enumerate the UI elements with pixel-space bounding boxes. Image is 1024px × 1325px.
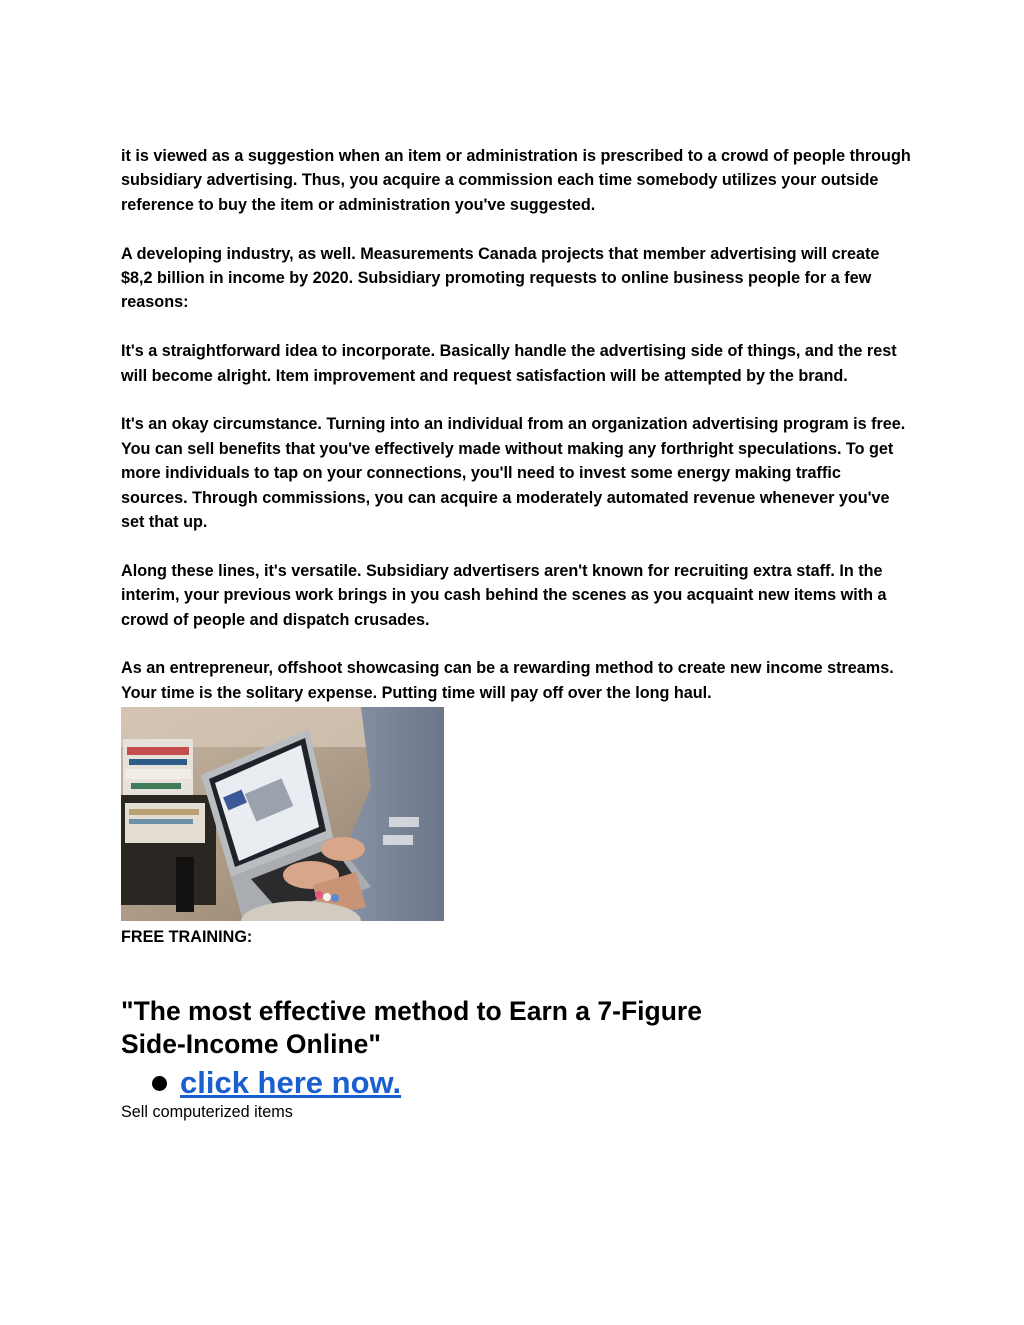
laptop-photo: [121, 707, 444, 921]
paragraph-entrepreneur: As an entrepreneur, offshoot showcasing can be a rewarding method to create new income streams. Your time is the solitary expense. Putting time will pay off over the long haul.: [121, 659, 894, 702]
click-here-link[interactable]: click here now.: [180, 1065, 402, 1101]
paragraph-versatile: Along these lines, it's versatile. Subsidiary advertisers aren't known for recruiting extra staff. In the interim, your previous work brings in you cash behind the scenes as you acquaint new items with a crowd of people and dispatch crusades.: [121, 561, 887, 629]
free-training-label: FREE TRAINING:: [121, 928, 253, 947]
paragraph-intro: it is viewed as a suggestion when an item or administration is prescribed to a crowd of people through subsidiary advertising. Thus, you acquire a commission each time somebody utilizes your outside reference to buy the item or administration you've suggested.: [121, 147, 911, 214]
document-page: [121, 144, 911, 1123]
tail-text: Sell computerized items: [121, 1103, 293, 1122]
headline: "The most effective method to Earn a 7-Figure Side-Income Online": [121, 996, 702, 1060]
bullet-dot-icon: [152, 1076, 167, 1091]
cta-list-item: [152, 1061, 911, 1105]
paragraph-industry: A developing industry, as well. Measurements Canada projects that member advertising will create $8,2 billion in income by 2020. Subsidiary promoting requests to online business people for a few reasons:: [121, 244, 880, 312]
paragraph-okay-circumstance: It's an okay circumstance. Turning into an individual from an organization advertising program is free. You can sell benefits that you've effectively made without making any forthright speculations. To get more individuals to tap on your connections, you'll need to invest some energy making traffic sources. Through commissions, you can acquire a moderately automated revenue whenever you've set that up.: [121, 415, 906, 532]
paragraph-straightforward: It's a straightforward idea to incorporate. Basically handle the advertising side of things, and the rest will become alright. Item improvement and request satisfaction will be attempted by the brand.: [121, 342, 897, 385]
